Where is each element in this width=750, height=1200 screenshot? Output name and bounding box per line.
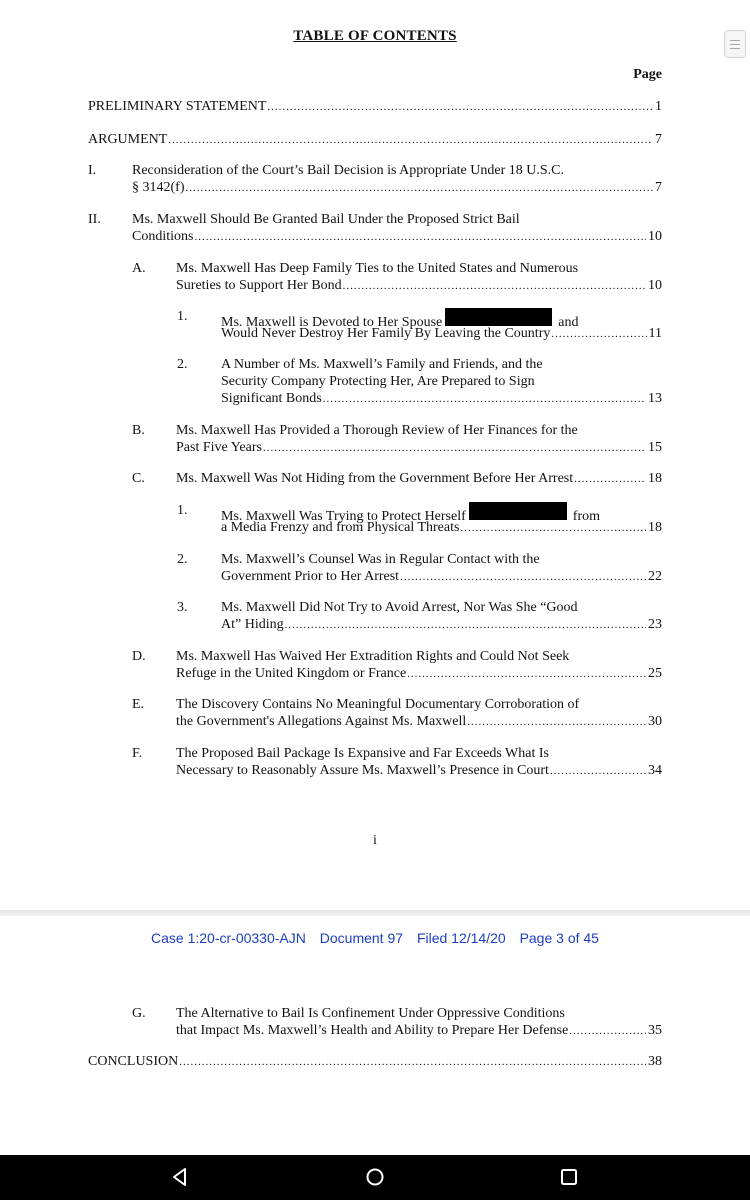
dot-leader — [551, 326, 646, 343]
toc-entry-title: Ms. Maxwell Has Deep Family Ties to the United States and Numerous — [176, 261, 579, 276]
toc-title: TABLE OF CONTENTS — [293, 28, 457, 44]
toc-entry-section-d[interactable] — [132, 648, 662, 682]
toc-entry-section-i[interactable] — [88, 162, 662, 196]
toc-entry-title: Refuge in the United Kingdom or France — [176, 666, 407, 681]
dot-leader — [267, 99, 653, 116]
toc-page-number: 1 — [655, 99, 662, 114]
toc-page-number: 10 — [648, 229, 662, 244]
page-of-total: Page 3 of 45 — [519, 930, 599, 946]
toc-entry-number: I. — [88, 163, 97, 178]
back-icon[interactable] — [168, 1165, 192, 1189]
toc-entry-title: The Discovery Contains No Meaningful Documentary Corroboration of — [176, 697, 580, 712]
toc-entry-title: Ms. Maxwell Did Not Try to Avoid Arrest, Nor Was She “Good — [221, 600, 578, 615]
toc-entry-number: G. — [132, 1006, 146, 1021]
toc-page-number: 22 — [648, 569, 662, 584]
toc-entry-title: Ms. Maxwell Should Be Granted Bail Under the Proposed Strict Bail — [132, 212, 520, 227]
toc-page-number: 23 — [648, 617, 662, 632]
toc-entry-section-b[interactable] — [132, 422, 662, 456]
toc-entry-section-c-1[interactable] — [177, 502, 662, 536]
home-icon[interactable] — [363, 1165, 387, 1189]
toc-entry-title: Security Company Protecting Her, Are Prepared to Sign — [221, 374, 535, 389]
toc-entry-section-c-2[interactable] — [177, 551, 662, 585]
toc-page-number: 30 — [648, 714, 662, 729]
dot-leader — [186, 180, 654, 197]
toc-entry-title: from — [572, 509, 600, 524]
toc-entry-title: a Media Frenzy and from Physical Threats — [221, 520, 460, 535]
toc-entry-section-e[interactable] — [132, 696, 662, 730]
toc-entry-number: C. — [132, 471, 145, 486]
toc-entry-argument[interactable] — [88, 131, 662, 148]
filed-date: Filed 12/14/20 — [416, 930, 506, 946]
toc-entry-title: A Number of Ms. Maxwell’s Family and Friends, and the — [221, 357, 543, 372]
toc-entry-section-ii[interactable] — [88, 211, 662, 245]
toc-page-number: 25 — [648, 666, 662, 681]
toc-entry-title: Ms. Maxwell Has Waived Her Extradition Rights and Could Not Seek — [176, 649, 570, 664]
toc-entry-section-g[interactable] — [132, 1005, 662, 1039]
menu-icon[interactable] — [724, 30, 746, 58]
dot-leader — [574, 471, 646, 488]
toc-entry-title: ARGUMENT — [88, 132, 168, 147]
toc-entry-title: Conditions — [132, 229, 194, 244]
toc-page-number: 34 — [648, 763, 662, 778]
toc-page-number: 7 — [655, 180, 662, 195]
toc-entry-title: that Impact Ms. Maxwell’s Health and Ability to Prepare Her Defense — [176, 1023, 569, 1038]
toc-page-number: 15 — [648, 440, 662, 455]
toc-entry-preliminary-statement[interactable] — [88, 98, 662, 115]
dot-leader — [400, 569, 646, 586]
case-number: Case 1:20-cr-00330-AJN — [151, 930, 306, 946]
toc-entry-title: Past Five Years — [176, 440, 262, 455]
dot-leader — [323, 391, 646, 408]
dot-leader — [263, 440, 646, 457]
toc-page-number: 38 — [648, 1054, 662, 1069]
dot-leader — [343, 278, 646, 295]
toc-entry-title: Ms. Maxwell Has Provided a Thorough Review of Her Finances for the — [176, 423, 578, 438]
toc-page-number: 7 — [655, 132, 662, 147]
dot-leader — [550, 763, 646, 780]
toc-entry-number: F. — [132, 746, 143, 761]
toc-page-number: 18 — [648, 471, 662, 486]
redaction-bar — [445, 308, 552, 326]
toc-entry-number: 1. — [177, 309, 188, 324]
toc-entry-number: 1. — [177, 503, 188, 518]
toc-entry-title: Necessary to Reasonably Assure Ms. Maxwell’s Presence in Court — [176, 763, 549, 778]
toc-entry-title: the Government's Allegations Against Ms. Maxwell — [176, 714, 467, 729]
toc-page-number: 10 — [648, 278, 662, 293]
system-navigation-bar — [0, 1155, 750, 1200]
toc-entry-conclusion[interactable] — [88, 1053, 662, 1070]
toc-page-number: 13 — [648, 391, 662, 406]
toc-entry-title: Significant Bonds — [221, 391, 322, 406]
page-separator — [0, 910, 750, 916]
toc-entry-title: Ms. Maxwell is Devoted to Her Spouse — [221, 315, 443, 330]
dot-leader — [194, 229, 646, 246]
redaction-bar — [469, 502, 567, 520]
page-column-label: Page — [633, 67, 662, 82]
toc-entry-number: 2. — [177, 552, 188, 567]
dot-leader — [569, 1023, 646, 1040]
dot-leader — [179, 1054, 646, 1071]
dot-leader — [407, 666, 646, 683]
toc-entry-number: B. — [132, 423, 145, 438]
toc-entry-title: The Alternative to Bail Is Confinement Under Oppressive Conditions — [176, 1006, 565, 1021]
toc-page-number: 11 — [648, 326, 662, 341]
toc-entry-title: At” Hiding — [221, 617, 284, 632]
toc-entry-number: A. — [132, 261, 146, 276]
dot-leader — [168, 132, 653, 149]
toc-entry-number: E. — [132, 697, 145, 712]
dot-leader — [467, 714, 646, 731]
toc-entry-title: CONCLUSION — [88, 1054, 179, 1069]
toc-entry-section-c-3[interactable] — [177, 599, 662, 633]
toc-entry-section-a-1[interactable] — [177, 308, 662, 342]
toc-entry-title: and — [558, 315, 579, 330]
document-number: Document 97 — [319, 930, 404, 946]
toc-page-number: 18 — [648, 520, 662, 535]
toc-entry-number: 3. — [177, 600, 188, 615]
page-footer-number: i — [373, 833, 377, 848]
toc-entry-section-a[interactable] — [132, 260, 662, 294]
toc-entry-title: § 3142(f) — [132, 180, 185, 195]
toc-entry-title: Ms. Maxwell Was Trying to Protect Herself — [221, 509, 466, 524]
toc-entry-number: II. — [88, 212, 101, 227]
toc-entry-title: Reconsideration of the Court’s Bail Decision is Appropriate Under 18 U.S.C. — [132, 163, 564, 178]
toc-entry-title: Ms. Maxwell’s Counsel Was in Regular Contact with the — [221, 552, 540, 567]
toc-entry-number: 2. — [177, 357, 188, 372]
toc-entry-number: D. — [132, 649, 146, 664]
case-header — [0, 930, 750, 946]
recents-icon[interactable] — [557, 1165, 581, 1189]
toc-entry-title: Sureties to Support Her Bond — [176, 278, 342, 293]
toc-entry-section-a-2[interactable] — [177, 356, 662, 407]
dot-leader — [285, 617, 646, 634]
toc-entry-title: Ms. Maxwell Was Not Hiding from the Government Before Her Arrest — [176, 471, 574, 486]
dot-leader — [460, 520, 646, 537]
toc-entry-title: The Proposed Bail Package Is Expansive and Far Exceeds What Is — [176, 746, 549, 761]
toc-entry-section-f[interactable] — [132, 745, 662, 779]
toc-entry-title: PRELIMINARY STATEMENT — [88, 99, 267, 114]
toc-page-number: 35 — [648, 1023, 662, 1038]
toc-entry-title: Would Never Destroy Her Family By Leaving the Country — [221, 326, 551, 341]
toc-entry-title: Government Prior to Her Arrest — [221, 569, 400, 584]
